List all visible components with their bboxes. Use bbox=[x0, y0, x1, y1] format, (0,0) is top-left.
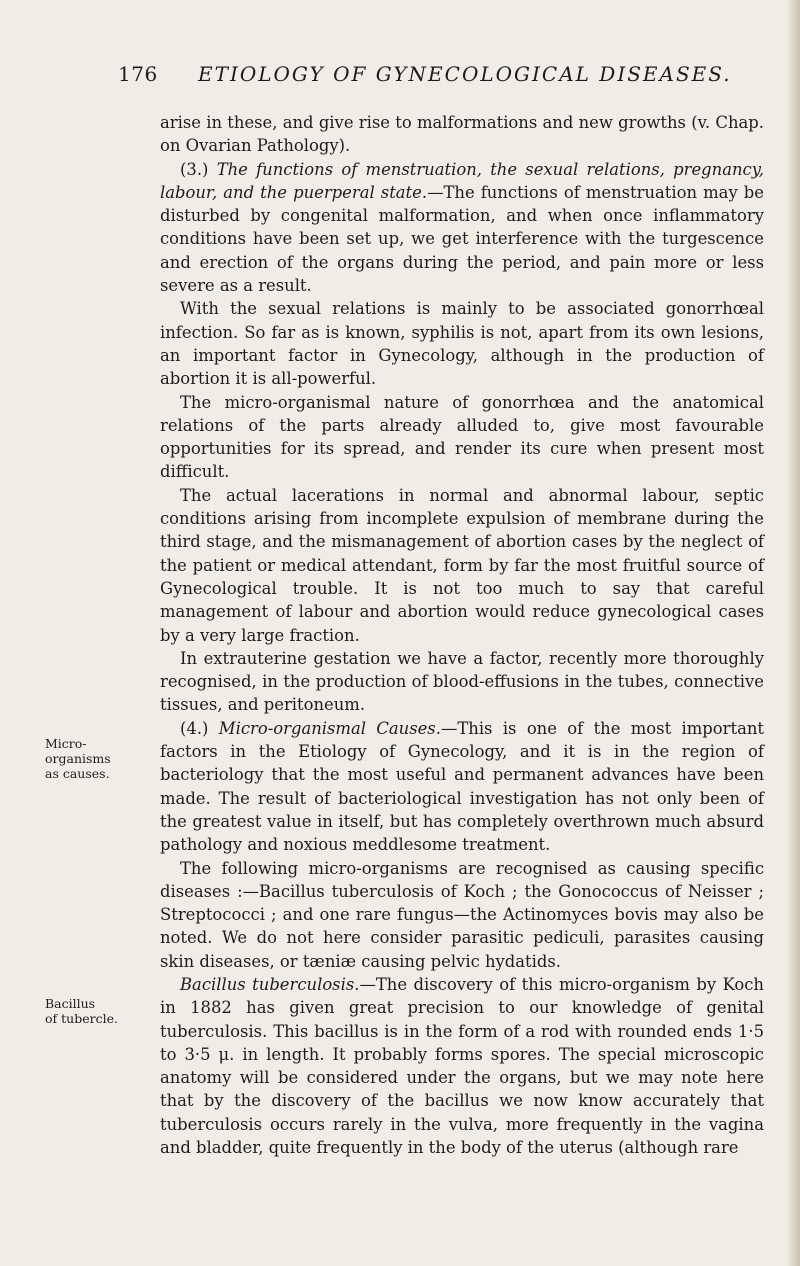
section-number: (4.) bbox=[180, 718, 209, 738]
paragraph: Bacillus tuberculosis.—The discovery of this micro-organism by Koch in 1882 has given great precision to our knowledge of genital tuberculosis. This bacillus is in the form of a rod with rounded ends 1·5 to 3·5 μ. in length. It probably forms spores. The special microscopic anatomy will be considered under the organs, but we may note here that by the discovery of the bacillus we now know accurately that tuberculosis occurs rarely in the vulva, more frequently in the vagina and bladder, quite frequently in the body of the uterus (although rare bbox=[160, 974, 764, 1158]
body-text bbox=[160, 111, 764, 1159]
paragraph: The micro-organismal nature of gonorrhœa and the anatomical relations of the parts already alluded to, give most favourable opportunities for its spread, and render its cure when present most difficult. bbox=[160, 392, 764, 482]
marginal-note-line: organisms bbox=[45, 751, 111, 766]
section-heading: Micro-organismal Causes. bbox=[218, 718, 441, 738]
marginal-note-bacillus bbox=[45, 996, 145, 1026]
page-edge bbox=[786, 0, 800, 1266]
section-heading: The functions of menstruation, the sexual relations, pregnancy, labour, and the puerperal state. bbox=[160, 159, 765, 202]
marginal-note-line: Micro- bbox=[45, 736, 87, 751]
paragraph: The actual lacerations in normal and abnormal labour, septic conditions arising from incomplete expulsion of membrane during the third stage, and the mismanagement of abortion cases by the neglect of the patient or medical attendant, form by far the most fruitful source of Gynecological trouble. It is not too much to say that careful management of labour and abortion would reduce gynecological cases by a very large fraction. bbox=[160, 485, 764, 645]
marginal-note-line: of tubercle. bbox=[45, 1011, 118, 1026]
page-number: 176 bbox=[118, 62, 158, 86]
page-header bbox=[118, 62, 798, 92]
marginal-note-micro-organisms bbox=[45, 736, 145, 781]
paragraph: (3.) The functions of menstruation, the sexual relations, pregnancy, labour, and the puerperal state.—The functions of menstruation may be disturbed by congenital malformation, and when once inflammatory conditions have been set up, we get interference with the turgescence and erection of the organs during the period, and pain more or less severe as a result. bbox=[160, 159, 765, 296]
marginal-note-line: Bacillus bbox=[45, 996, 96, 1011]
paragraph: With the sexual relations is mainly to be associated gonorrhœal infection. So far as is known, syphilis is not, apart from its own lesions, an important factor in Gynecology, although in the production of abortion it is all-powerful. bbox=[160, 299, 764, 389]
running-title: ETIOLOGY OF GYNECOLOGICAL DISEASES. bbox=[198, 62, 732, 86]
marginal-note-line: as causes. bbox=[45, 766, 110, 781]
section-heading: Bacillus tuberculosis. bbox=[180, 974, 360, 994]
paragraph: In extrauterine gestation we have a factor, recently more thoroughly recognised, in the production of blood-effusions in the tubes, connective tissues, and peritoneum. bbox=[160, 648, 764, 715]
paragraph: arise in these, and give rise to malformations and new growths (v. Chap. on Ovarian Pathology). bbox=[160, 113, 764, 156]
section-number: (3.) bbox=[180, 159, 209, 179]
paragraph: The following micro-organisms are recognised as causing specific diseases :—Bacillus tuberculosis of Koch ; the Gonococcus of Neisser ; Streptococci ; and one rare fungus—the Actinomyces bovis may also be noted. We do not here consider parasitic pediculi, parasites causing skin diseases, or tæniæ causing pelvic hydatids. bbox=[160, 858, 764, 971]
paragraph: (4.) Micro-organismal Causes.—This is one of the most important factors in the Etiology of Gynecology, and it is in the region of bacteriology that the most useful and permanent advances have been made. The result of bacteriological investigation has not only been of the greatest value in itself, but has completely overthrown much absurd pathology and noxious meddlesome treatment. bbox=[160, 718, 764, 855]
